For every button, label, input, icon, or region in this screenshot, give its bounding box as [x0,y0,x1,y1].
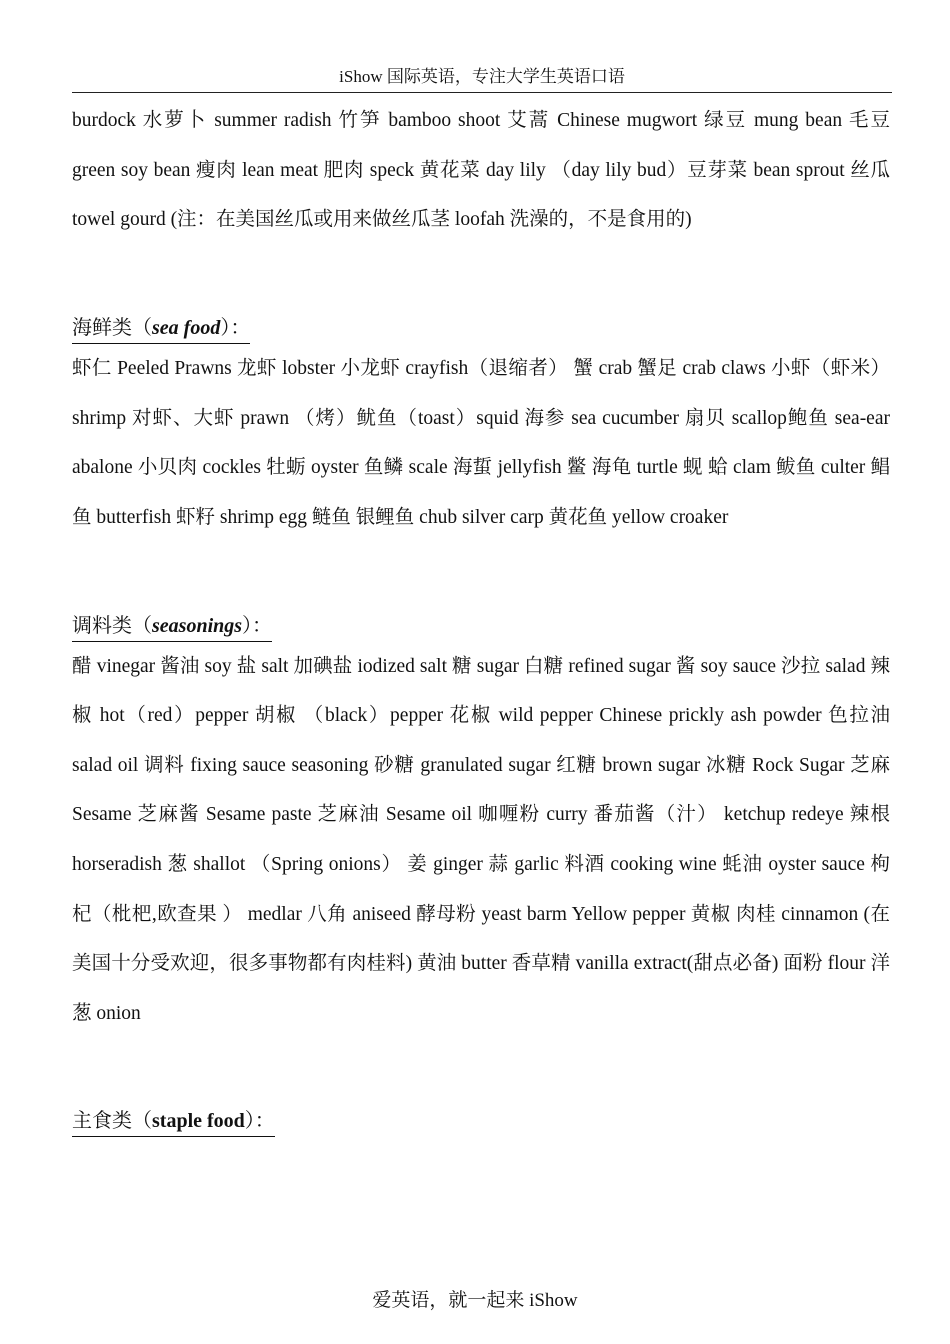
staple-heading-row [72,1088,890,1138]
staple-heading-end: ）： [244,1110,275,1133]
seasonings-heading-end: ）： [242,614,273,637]
spacer [72,1038,890,1088]
seafood-paragraph: 虾仁 Peeled Prawns 龙虾 lobster 小龙虾 crayfish（退缩者） 蟹 crab 蟹足 crab claws 小虾（虾米） shrimp 对虾、大虾 prawn （烤）鱿鱼（toast）squid 海参 sea cucumber 扇贝 scallop鲍鱼 sea-ear abalone 小贝肉 cockles 牡蛎 oyster 鱼鳞 scale 海蜇 jellyfish 鳖 海龟 turtle 蚬 蛤 clam 鲅鱼 culter 鲳鱼 butterfish 虾籽 shrimp egg 鲢鱼 银鲤鱼 chub silver carp 黄花鱼 yellow croaker [72,357,890,528]
seafood-heading-end: ）： [220,316,251,339]
footer-text: 爱英语，就一起来 iShow [372,1290,578,1311]
vegetables-continued-paragraph: burdock 水萝卜 summer radish 竹笋 bamboo shoot 艾蒿 Chinese mugwort 绿豆 mung bean 毛豆 green soy bean 瘦肉 lean meat 肥肉 speck 黄花菜 day lily （day lily bud）豆芽菜 bean sprout 丝瓜 towel gourd (注：在美国丝瓜或用来做丝瓜茎 loofah 洗澡的，不是食用的) [72,110,890,231]
page-header [72,64,892,93]
seasonings-paragraph: 醋 vinegar 酱油 soy 盐 salt 加碘盐 iodized salt 糖 sugar 白糖 refined sugar 酱 soy sauce 沙拉 salad 辣椒 hot（red）pepper 胡椒 （black）pepper 花椒 wild pepper Chinese prickly ash powder 色拉油 salad oil 调料 fixing sauce seasoning 砂糖 granulated sugar 红糖 brown sugar 冰糖 Rock Sugar 芝麻 Sesame 芝麻酱 Sesame paste 芝麻油 Sesame oil 咖喱粉 curry 番茄酱（汁） ketchup redeye 辣根 horseradish 葱 shallot （Spring onions） 姜 ginger 蒜 garlic 料酒 cooking wine 蚝油 oyster sauce 枸杞（枇杷,欧查果 ） medlar 八角 aniseed 酵母粉 yeast barm Yellow pepper 黄椒 肉桂 cinnamon (在美国十分受欢迎，很多事物都有肉桂料) 黄油 butter 香草精 vanilla extract(甜点必备) 面粉 flour 洋葱 onion [72,655,890,1024]
staple-heading-cn: 主食类（ [72,1110,152,1133]
staple-heading-en: staple food [152,1110,245,1133]
seasonings-heading-row [72,592,890,642]
seafood-heading-en: sea food [152,316,221,339]
seafood-heading [72,313,250,344]
spacer [72,245,890,295]
seasonings-heading-en: seasonings [152,614,243,637]
seasonings-heading-cn: 调料类（ [72,614,152,637]
staple-heading [72,1106,275,1137]
page-footer [0,1287,950,1315]
seafood-heading-cn: 海鲜类（ [72,316,152,339]
seafood-heading-row [72,294,890,344]
seasonings-heading [72,611,272,642]
spacer [72,542,890,592]
document-body [72,96,890,1137]
header-text: iShow 国际英语，专注大学生英语口语 [339,67,625,86]
